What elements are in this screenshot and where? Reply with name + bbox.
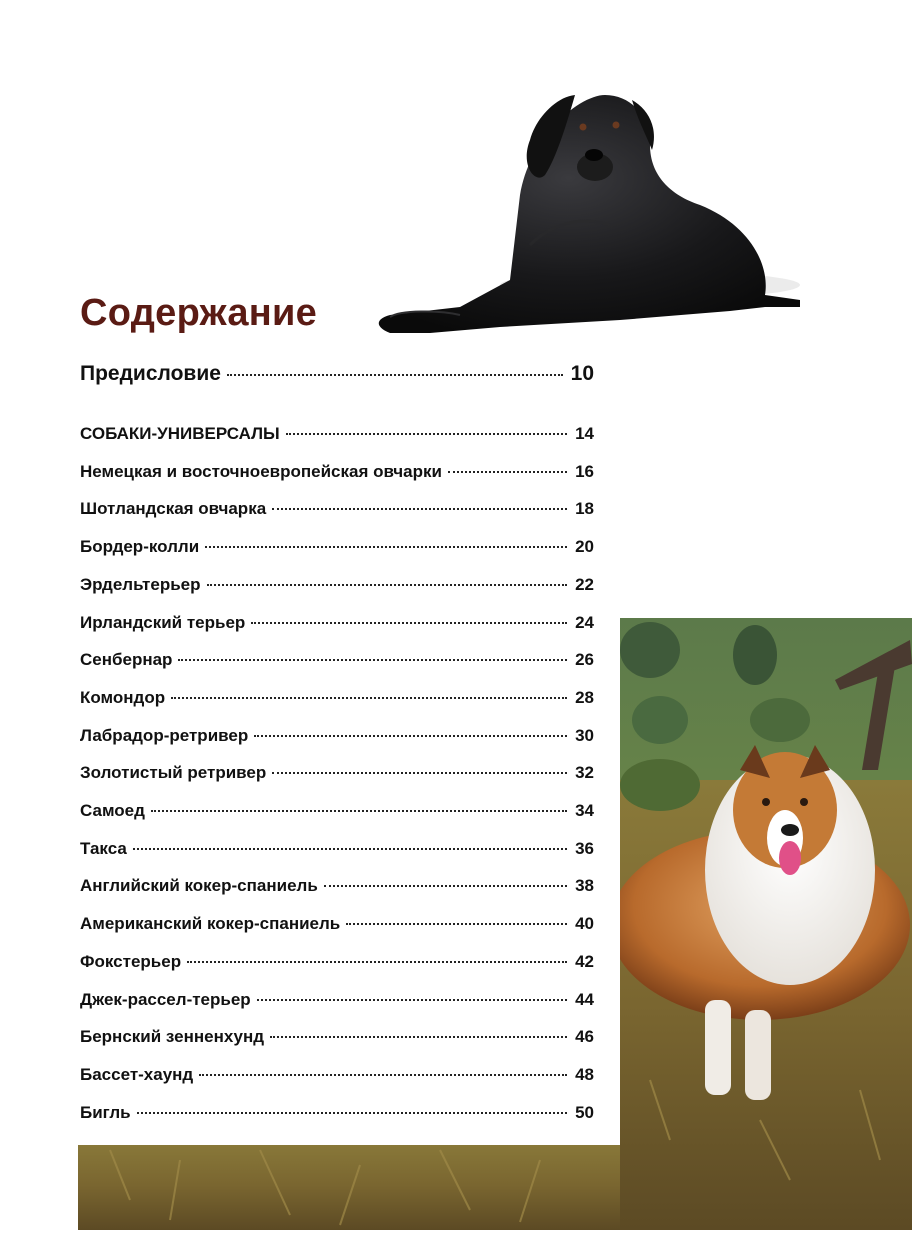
dot-leader xyxy=(227,374,563,376)
dot-leader xyxy=(251,622,567,624)
dot-leader xyxy=(254,735,567,737)
toc-entry[interactable] xyxy=(80,650,594,670)
toc-entry-label: Ирландский терьер xyxy=(80,612,246,632)
toc-page-number: 36 xyxy=(575,838,594,858)
toc-entry[interactable] xyxy=(80,726,594,746)
toc-entry-label: Немецкая и восточноевропейская овчарки xyxy=(80,461,442,481)
toc-page-number: 34 xyxy=(575,801,594,820)
toc-page-number: 32 xyxy=(575,763,594,783)
toc-entry[interactable] xyxy=(80,575,594,595)
toc-entry[interactable] xyxy=(80,876,594,896)
toc-page-number: 28 xyxy=(575,687,594,707)
toc-entry-label: Бассет-хаунд xyxy=(80,1064,194,1084)
toc-entry[interactable] xyxy=(80,990,594,1010)
toc-entry[interactable] xyxy=(80,1103,594,1123)
toc-page-number: 20 xyxy=(575,537,594,557)
toc-page-number: 30 xyxy=(575,725,594,745)
toc-entry-label: Комондор xyxy=(80,687,166,707)
toc-entry[interactable] xyxy=(80,763,594,783)
dot-leader xyxy=(133,848,567,850)
page-title: Содержание xyxy=(80,292,318,334)
dot-leader xyxy=(151,810,567,812)
toc-page-number: 14 xyxy=(575,424,594,443)
toc-page-number: 18 xyxy=(575,499,594,519)
dot-leader xyxy=(272,508,567,510)
toc-entry[interactable] xyxy=(80,952,594,972)
dot-leader xyxy=(257,999,567,1001)
toc-entry[interactable] xyxy=(80,839,594,859)
toc-entry-label: Самоед xyxy=(80,801,145,820)
toc-page-number: 48 xyxy=(575,1064,594,1084)
toc-page-number: 40 xyxy=(575,914,594,934)
toc-entry-label: Предисловие xyxy=(80,362,221,385)
dot-leader xyxy=(137,1112,568,1114)
toc-entry-label: Английский кокер-спаниель xyxy=(80,876,318,896)
toc-entry-label: Эрдельтерьер xyxy=(80,574,201,594)
toc-page-number: 42 xyxy=(575,951,594,971)
dot-leader xyxy=(205,546,567,548)
toc-entry-label: Золотистый ретривер xyxy=(80,763,267,783)
dot-leader xyxy=(324,885,567,887)
toc-page-number: 22 xyxy=(575,574,594,594)
dot-leader xyxy=(270,1036,567,1038)
toc-entry-label: Бигль xyxy=(80,1102,131,1122)
toc-entry[interactable] xyxy=(80,613,594,633)
toc-entry-label: Сенбернар xyxy=(80,650,173,670)
toc-page-number: 26 xyxy=(575,650,594,670)
dot-leader xyxy=(199,1074,567,1076)
dot-leader xyxy=(187,961,567,963)
toc-entry-label: СОБАКИ-УНИВЕРСАЛЫ xyxy=(80,424,280,443)
toc-entry-label: Джек-рассел-терьер xyxy=(80,989,251,1009)
dot-leader xyxy=(207,584,568,586)
toc-entry[interactable] xyxy=(80,801,594,821)
toc-entry[interactable] xyxy=(80,914,594,934)
toc-page-number: 50 xyxy=(575,1102,594,1122)
toc-page-number: 10 xyxy=(570,362,594,385)
toc-preface[interactable] xyxy=(80,362,594,386)
toc-entry[interactable] xyxy=(80,1065,594,1085)
toc-entry[interactable] xyxy=(80,499,594,519)
dot-leader xyxy=(272,772,567,774)
toc-entry[interactable] xyxy=(80,537,594,557)
toc-page-number: 24 xyxy=(575,612,594,632)
dot-leader xyxy=(286,433,567,435)
toc-entry[interactable] xyxy=(80,1027,594,1047)
toc-entry-label: Лабрадор-ретривер xyxy=(80,725,249,745)
toc-entry[interactable] xyxy=(80,688,594,708)
dot-leader xyxy=(178,659,567,661)
toc-page-number: 46 xyxy=(575,1027,594,1047)
toc-page-number: 44 xyxy=(575,989,594,1009)
toc-entry-label: Шотландская овчарка xyxy=(80,499,267,519)
toc-entry-label: Американский кокер-спаниель xyxy=(80,914,341,934)
black-labrador-photo xyxy=(370,75,810,335)
toc-entry[interactable] xyxy=(80,462,594,482)
dot-leader xyxy=(346,923,567,925)
toc-entry-label: Бордер-колли xyxy=(80,537,200,557)
toc-entry-label: Такса xyxy=(80,838,127,858)
toc-entry[interactable] xyxy=(80,424,594,444)
toc-page-number: 16 xyxy=(575,461,594,481)
toc-entry-label: Фокстерьер xyxy=(80,951,182,971)
toc-page-number: 38 xyxy=(575,876,594,896)
dot-leader xyxy=(448,471,567,473)
dot-leader xyxy=(171,697,567,699)
toc-entry-label: Бернский зенненхунд xyxy=(80,1027,265,1047)
